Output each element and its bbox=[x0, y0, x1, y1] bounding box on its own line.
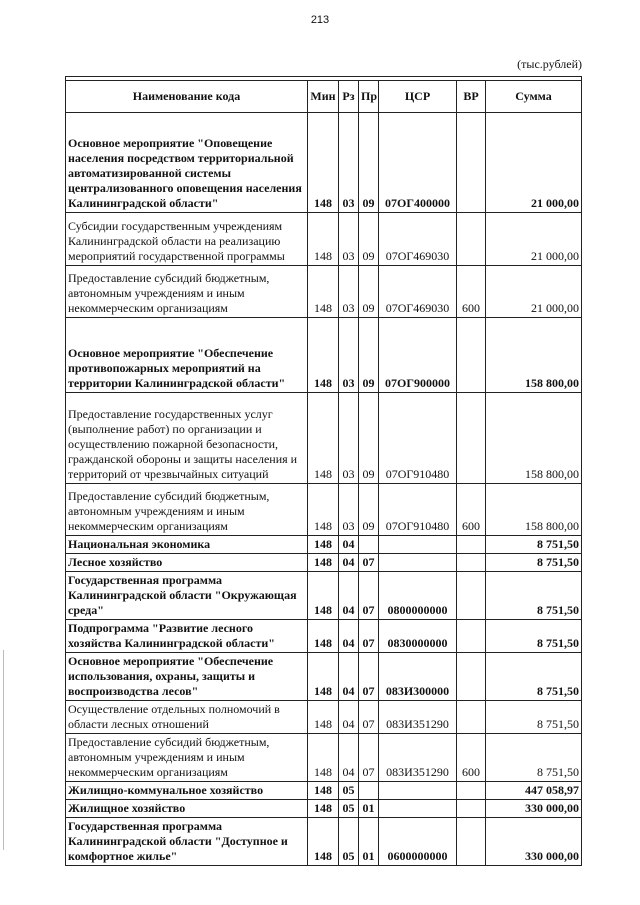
col-header-vr: ВР bbox=[457, 81, 486, 113]
cell-sum: 21 000,00 bbox=[486, 266, 582, 318]
cell-min: 148 bbox=[308, 572, 339, 620]
cell-pr: 09 bbox=[359, 318, 379, 393]
cell-sum: 21 000,00 bbox=[486, 113, 582, 213]
cell-sum: 8 751,50 bbox=[486, 734, 582, 782]
cell-vr: 600 bbox=[457, 266, 486, 318]
cell-vr: 600 bbox=[457, 734, 486, 782]
cell-csr: 083И300000 bbox=[379, 653, 457, 701]
cell-rz: 04 bbox=[339, 734, 359, 782]
cell-csr: 07ОГ469030 bbox=[379, 213, 457, 266]
cell-rz: 03 bbox=[339, 213, 359, 266]
cell-name: Предоставление субсидий бюджетным, автономным учреждениям и иным некоммерческим организациям bbox=[66, 266, 308, 318]
cell-min: 148 bbox=[308, 701, 339, 734]
cell-name: Предоставление государственных услуг (выполнение работ) по организации и осуществлению пожарной безопасности, гражданской обороны и защиты населения и территорий от чрезвычайных ситуаций bbox=[66, 393, 308, 484]
cell-min: 148 bbox=[308, 393, 339, 484]
cell-name: Государственная программа Калининградской области "Доступное и комфортное жилье" bbox=[66, 818, 308, 866]
cell-sum: 330 000,00 bbox=[486, 800, 582, 818]
cell-csr: 0800000000 bbox=[379, 572, 457, 620]
cell-name: Предоставление субсидий бюджетным, автономным учреждениям и иным некоммерческим организациям bbox=[66, 734, 308, 782]
cell-sum: 330 000,00 bbox=[486, 818, 582, 866]
cell-csr: 07ОГ900000 bbox=[379, 318, 457, 393]
cell-rz: 03 bbox=[339, 484, 359, 536]
budget-table bbox=[65, 76, 582, 866]
cell-sum: 158 800,00 bbox=[486, 393, 582, 484]
cell-pr: 09 bbox=[359, 484, 379, 536]
col-header-csr: ЦСР bbox=[379, 81, 457, 113]
cell-vr bbox=[457, 800, 486, 818]
cell-name: Предоставление субсидий бюджетным, автономным учреждениям и иным некоммерческим организациям bbox=[66, 484, 308, 536]
cell-vr bbox=[457, 782, 486, 800]
col-header-name bbox=[66, 81, 308, 113]
cell-pr: 07 bbox=[359, 653, 379, 701]
cell-pr: 07 bbox=[359, 734, 379, 782]
cell-name: Подпрограмма "Развитие лесного хозяйства Калининградской области" bbox=[66, 620, 308, 653]
cell-min: 148 bbox=[308, 782, 339, 800]
page-number: 213 bbox=[310, 14, 330, 26]
table-row bbox=[66, 620, 582, 653]
col-header-min: Мин bbox=[308, 81, 339, 113]
cell-min: 148 bbox=[308, 318, 339, 393]
cell-min: 148 bbox=[308, 113, 339, 213]
cell-sum: 8 751,50 bbox=[486, 572, 582, 620]
table-row bbox=[66, 266, 582, 318]
units-label: (тыс.рублей) bbox=[517, 57, 582, 71]
cell-csr: 083И351290 bbox=[379, 734, 457, 782]
cell-vr bbox=[457, 113, 486, 213]
cell-csr bbox=[379, 800, 457, 818]
table-row bbox=[66, 818, 582, 866]
cell-csr: 0830000000 bbox=[379, 620, 457, 653]
col-header-name-label: Наименование кода bbox=[132, 89, 241, 103]
cell-vr bbox=[457, 620, 486, 653]
cell-pr: 09 bbox=[359, 213, 379, 266]
cell-sum: 447 058,97 bbox=[486, 782, 582, 800]
cell-min: 148 bbox=[308, 536, 339, 554]
table-header bbox=[66, 77, 582, 113]
cell-rz: 03 bbox=[339, 113, 359, 213]
cell-pr: 09 bbox=[359, 393, 379, 484]
table-row bbox=[66, 393, 582, 484]
table-row bbox=[66, 800, 582, 818]
cell-name: Основное мероприятие "Обеспечение использования, охраны, защиты и воспроизводства лесов" bbox=[66, 653, 308, 701]
cell-csr: 07ОГ910480 bbox=[379, 484, 457, 536]
cell-rz: 03 bbox=[339, 393, 359, 484]
cell-sum: 8 751,50 bbox=[486, 554, 582, 572]
cell-vr bbox=[457, 318, 486, 393]
table-row bbox=[66, 554, 582, 572]
col-header-pr: Пр bbox=[359, 81, 379, 113]
cell-csr bbox=[379, 782, 457, 800]
cell-rz: 04 bbox=[339, 554, 359, 572]
table-body bbox=[66, 113, 582, 866]
cell-sum: 8 751,50 bbox=[486, 620, 582, 653]
cell-min: 148 bbox=[308, 653, 339, 701]
cell-csr bbox=[379, 536, 457, 554]
table-row bbox=[66, 318, 582, 393]
cell-min: 148 bbox=[308, 266, 339, 318]
table-row bbox=[66, 536, 582, 554]
cell-sum: 8 751,50 bbox=[486, 653, 582, 701]
cell-name: Осуществление отдельных полномочий в области лесных отношений bbox=[66, 701, 308, 734]
table-row bbox=[66, 701, 582, 734]
cell-rz: 04 bbox=[339, 572, 359, 620]
cell-name: Субсидии государственным учреждениям Калининградской области на реализацию мероприятий государственной программы bbox=[66, 213, 308, 266]
cell-pr: 07 bbox=[359, 701, 379, 734]
cell-pr: 07 bbox=[359, 554, 379, 572]
cell-pr: 07 bbox=[359, 572, 379, 620]
cell-rz: 04 bbox=[339, 536, 359, 554]
cell-vr bbox=[457, 536, 486, 554]
cell-vr: 600 bbox=[457, 484, 486, 536]
cell-name: Жилищно-коммунальное хозяйство bbox=[66, 782, 308, 800]
table-row bbox=[66, 653, 582, 701]
cell-sum: 158 800,00 bbox=[486, 318, 582, 393]
cell-csr: 07ОГ910480 bbox=[379, 393, 457, 484]
cell-sum: 21 000,00 bbox=[486, 213, 582, 266]
cell-pr: 09 bbox=[359, 113, 379, 213]
cell-min: 148 bbox=[308, 484, 339, 536]
col-header-rz: Рз bbox=[339, 81, 359, 113]
cell-name: Национальная экономика bbox=[66, 536, 308, 554]
cell-min: 148 bbox=[308, 620, 339, 653]
cell-pr: 01 bbox=[359, 800, 379, 818]
cell-sum: 8 751,50 bbox=[486, 536, 582, 554]
cell-rz: 03 bbox=[339, 266, 359, 318]
col-header-sum: Сумма bbox=[486, 81, 582, 113]
cell-min: 148 bbox=[308, 818, 339, 866]
cell-pr: 07 bbox=[359, 620, 379, 653]
cell-rz: 04 bbox=[339, 620, 359, 653]
cell-rz: 05 bbox=[339, 818, 359, 866]
cell-csr: 07ОГ469030 bbox=[379, 266, 457, 318]
cell-sum: 8 751,50 bbox=[486, 701, 582, 734]
cell-csr: 0600000000 bbox=[379, 818, 457, 866]
cell-name: Жилищное хозяйство bbox=[66, 800, 308, 818]
cell-vr bbox=[457, 213, 486, 266]
cell-pr: 09 bbox=[359, 266, 379, 318]
cell-vr bbox=[457, 393, 486, 484]
cell-rz: 04 bbox=[339, 653, 359, 701]
cell-pr bbox=[359, 782, 379, 800]
cell-pr bbox=[359, 536, 379, 554]
cell-name: Лесное хозяйство bbox=[66, 554, 308, 572]
cell-name: Основное мероприятие "Обеспечение противопожарных мероприятий на территории Калининградской области" bbox=[66, 318, 308, 393]
table-row bbox=[66, 213, 582, 266]
cell-csr bbox=[379, 554, 457, 572]
table-row bbox=[66, 572, 582, 620]
cell-rz: 04 bbox=[339, 701, 359, 734]
cell-vr bbox=[457, 572, 486, 620]
cell-csr: 07ОГ400000 bbox=[379, 113, 457, 213]
table-row bbox=[66, 484, 582, 536]
cell-name: Государственная программа Калининградской области "Окружающая среда" bbox=[66, 572, 308, 620]
cell-vr bbox=[457, 554, 486, 572]
cell-vr bbox=[457, 653, 486, 701]
cell-rz: 05 bbox=[339, 782, 359, 800]
cell-sum: 158 800,00 bbox=[486, 484, 582, 536]
cell-rz: 05 bbox=[339, 800, 359, 818]
table-row bbox=[66, 113, 582, 213]
cell-vr bbox=[457, 701, 486, 734]
scan-mark bbox=[3, 650, 4, 850]
cell-csr: 083И351290 bbox=[379, 701, 457, 734]
cell-min: 148 bbox=[308, 800, 339, 818]
cell-vr bbox=[457, 818, 486, 866]
cell-min: 148 bbox=[308, 734, 339, 782]
table-row bbox=[66, 782, 582, 800]
cell-rz: 03 bbox=[339, 318, 359, 393]
cell-min: 148 bbox=[308, 554, 339, 572]
cell-name: Основное мероприятие "Оповещение населения посредством территориальной автоматизированной системы централизованного оповещения населения Калининградской области" bbox=[66, 113, 308, 213]
cell-pr: 01 bbox=[359, 818, 379, 866]
cell-min: 148 bbox=[308, 213, 339, 266]
table-row bbox=[66, 734, 582, 782]
